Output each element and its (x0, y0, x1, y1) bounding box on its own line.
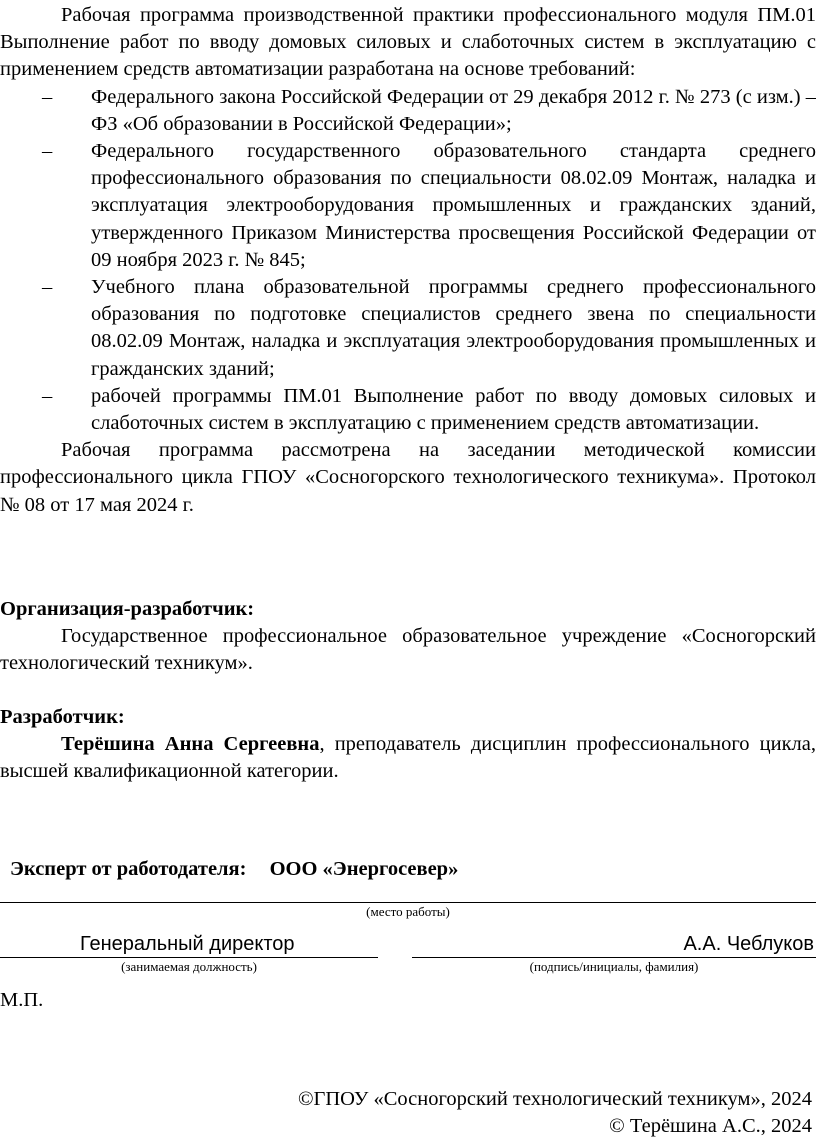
list-item: – Учебного плана образовательной программы среднего профессионального образования по подготовке специалистов среднего звена по специальности 08.02.09 Монтаж, наладка и эксплуатация электрооборудования промышленных и гражданских зданий; (42, 276, 816, 380)
position-value: Генеральный директор (80, 933, 295, 955)
dash-bullet: – (42, 384, 53, 407)
position-caption: (занимаемая должность) (121, 959, 257, 974)
dash-bullet: – (42, 85, 53, 108)
dash-bullet: – (42, 276, 53, 299)
intro-section (0, 2, 816, 519)
position-line (0, 957, 378, 958)
signature-caption: (подпись/инициалы, фамилия) (529, 959, 699, 974)
requirements-list (0, 84, 816, 438)
copyright-line-1: ©ГПОУ «Сосногорский технологический техникум», 2024 (297, 1088, 812, 1110)
workplace-line (0, 902, 816, 903)
stamp-mark: М.П. (0, 989, 44, 1011)
developer-heading: Разработчик: (0, 706, 125, 728)
developer-section (0, 704, 816, 786)
list-item: – Федерального закона Российской Федерации от 29 декабря 2012 г. № 273 (с изм.) – ФЗ «Об образовании в Российской Федерации»; (42, 85, 816, 135)
signature-line (412, 957, 816, 958)
developer-text: Терёшина Анна Сергеевна, преподаватель дисциплин профессионального цикла, высшей квалификационной категории. (0, 733, 816, 783)
list-item: – рабочей программы ПМ.01 Выполнение работ по вводу домовых силовых и слаботочных систем в эксплуатацию с применением средств автоматизации. (42, 384, 816, 435)
expert-org: ООО «Энергосевер» (269, 858, 459, 880)
review-paragraph: Рабочая программа рассмотрена на заседании методической комиссии профессионального цикла ГПОУ «Сосногорского технологического техникума». Протокол № 08 от 17 мая 2024 г. (0, 439, 816, 516)
expert-heading-row (0, 856, 816, 883)
dash-bullet: – (42, 140, 53, 163)
expert-heading: Эксперт от работодателя: (10, 858, 247, 880)
developer-name: Терёшина Анна Сергеевна (61, 733, 320, 756)
organization-heading: Организация-разработчик: (0, 598, 255, 620)
organization-text: Государственное профессиональное образовательное учреждение «Сосногорский технологический техникум». (0, 625, 816, 675)
copyright-line-2: © Терёшина А.С., 2024 (609, 1115, 812, 1137)
signature-value: А.А. Чеблуков (683, 933, 814, 955)
intro-paragraph: Рабочая программа производственной практики профессионального модуля ПМ.01 Выполнение работ по вводу домовых силовых и слаботочных систем в эксплуатацию с применением средств автоматизации разработана на основе требований: (0, 4, 816, 81)
organization-section (0, 596, 816, 678)
list-item: – Федерального государственного образовательного стандарта среднего профессионального образования по специальности 08.02.09 Монтаж, наладка и эксплуатация электрооборудования промышленных и гражданских зданий, утвержденного Приказом Министерства просвещения Российской Федерации от 09 ноября 2023 г. № 845; (42, 140, 816, 271)
workplace-caption: (место работы) (366, 904, 450, 919)
